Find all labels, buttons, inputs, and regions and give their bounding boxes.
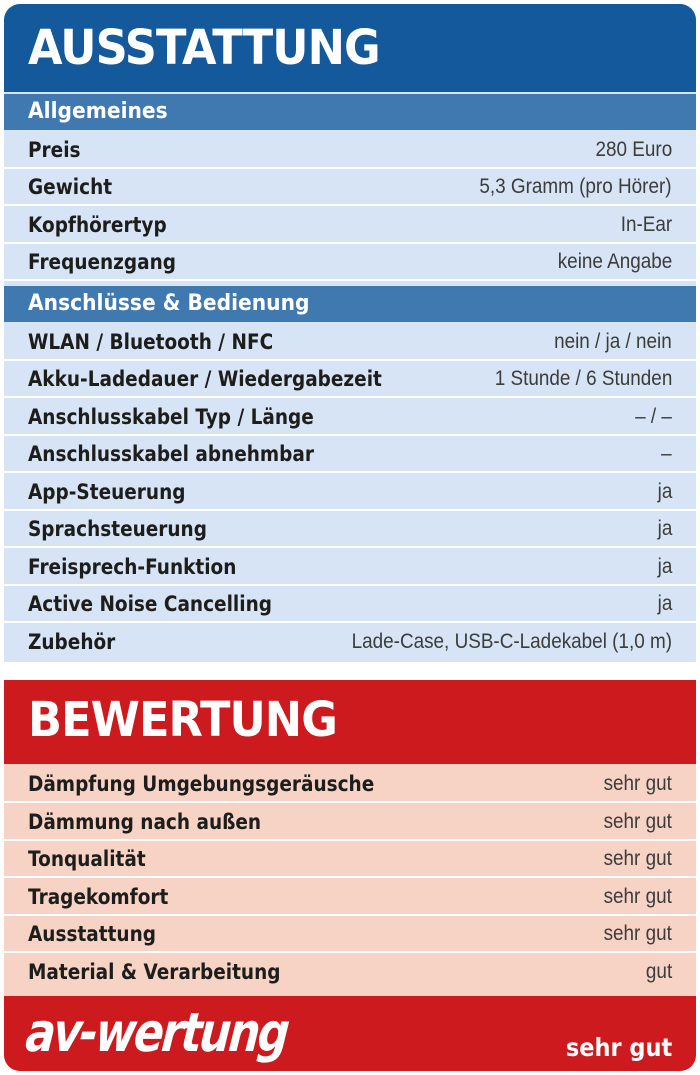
row-value: – [661,442,672,465]
row-label: Akku-Ladedauer / Wiedergabezeit [28,367,382,391]
table-row-frequenzgang [4,244,696,281]
row-value: keine Angabe [557,250,672,273]
row-value: sehr gut [603,847,672,870]
row-value: – / – [635,405,672,428]
row-value: sehr gut [603,810,672,833]
row-value: sehr gut [603,772,672,795]
row-label: Active Noise Cancelling [28,592,272,616]
section-anschluesse-bedienung [4,286,696,322]
rating-row-daemmung [4,804,696,841]
table-row-app-steuerung [4,474,696,511]
ausstattung-title: AUSSTATTUNG [28,20,380,76]
row-value: ja [657,555,672,578]
table-row-sprachsteuerung [4,511,696,548]
row-label: Tonqualität [28,847,146,871]
row-value: ja [657,592,672,615]
row-label: Preis [28,138,81,162]
rating-row-ausstattung [4,916,696,953]
row-label: Freisprech-Funktion [28,555,237,579]
row-label: App-Steuerung [28,480,186,504]
section-title: Allgemeines [28,99,168,124]
row-label: Zubehör [28,630,116,654]
row-label: Sprachsteuerung [28,517,207,541]
table-row-wlan-bluetooth-nfc [4,324,696,361]
rating-row-daempfung [4,766,696,803]
table-row-freisprech [4,549,696,586]
row-label: Anschlusskabel Typ / Länge [28,405,314,429]
table-row-anschlusskabel-typ [4,399,696,436]
row-value: In-Ear [620,213,672,236]
row-label: WLAN / Bluetooth / NFC [28,330,274,354]
overall-verdict: sehr gut [565,1033,672,1062]
bewertung-title: BEWERTUNG [28,692,337,748]
row-label: Frequenzgang [28,250,177,274]
row-label: Anschlusskabel abnehmbar [28,442,314,466]
row-value: ja [657,480,672,503]
row-value: sehr gut [603,885,672,908]
av-wertung-footer [4,996,696,1071]
row-value: nein / ja / nein [554,330,672,353]
row-value: ja [657,517,672,540]
row-label: Material & Verarbeitung [28,960,281,984]
row-label: Dämmung nach außen [28,810,262,834]
table-row-zubehoer [4,624,696,659]
table-row-kopfhoerertyp [4,207,696,244]
rating-row-material [4,954,696,989]
table-row-anschlusskabel-abnehmbar [4,436,696,473]
bewertung-panel [4,680,696,1071]
row-label: Gewicht [28,175,113,199]
row-label: Kopfhörertyp [28,213,167,237]
bewertung-header [4,680,696,764]
ausstattung-panel [4,4,696,662]
row-value: gut [645,960,672,983]
table-row-gewicht [4,169,696,206]
rating-row-tragekomfort [4,879,696,916]
row-value: 5,3 Gramm (pro Hörer) [479,175,672,198]
row-value: 280 Euro [595,138,672,161]
ausstattung-header [4,4,696,92]
rating-row-tonqualitaet [4,841,696,878]
table-row-anc [4,586,696,623]
row-label: Ausstattung [28,922,156,946]
row-label: Tragekomfort [28,885,169,909]
row-label: Dämpfung Umgebungsgeräusche [28,772,375,796]
row-value: sehr gut [603,922,672,945]
section-allgemeines [4,94,696,130]
section-title: Anschlüsse & Bedienung [28,291,310,316]
av-wertung-logo: av-wertung [23,1001,290,1064]
table-row-akku [4,361,696,398]
row-value: Lade-Case, USB-C-Ladekabel (1,0 m) [351,630,672,653]
table-row-preis [4,132,696,169]
row-value: 1 Stunde / 6 Stunden [494,367,672,390]
